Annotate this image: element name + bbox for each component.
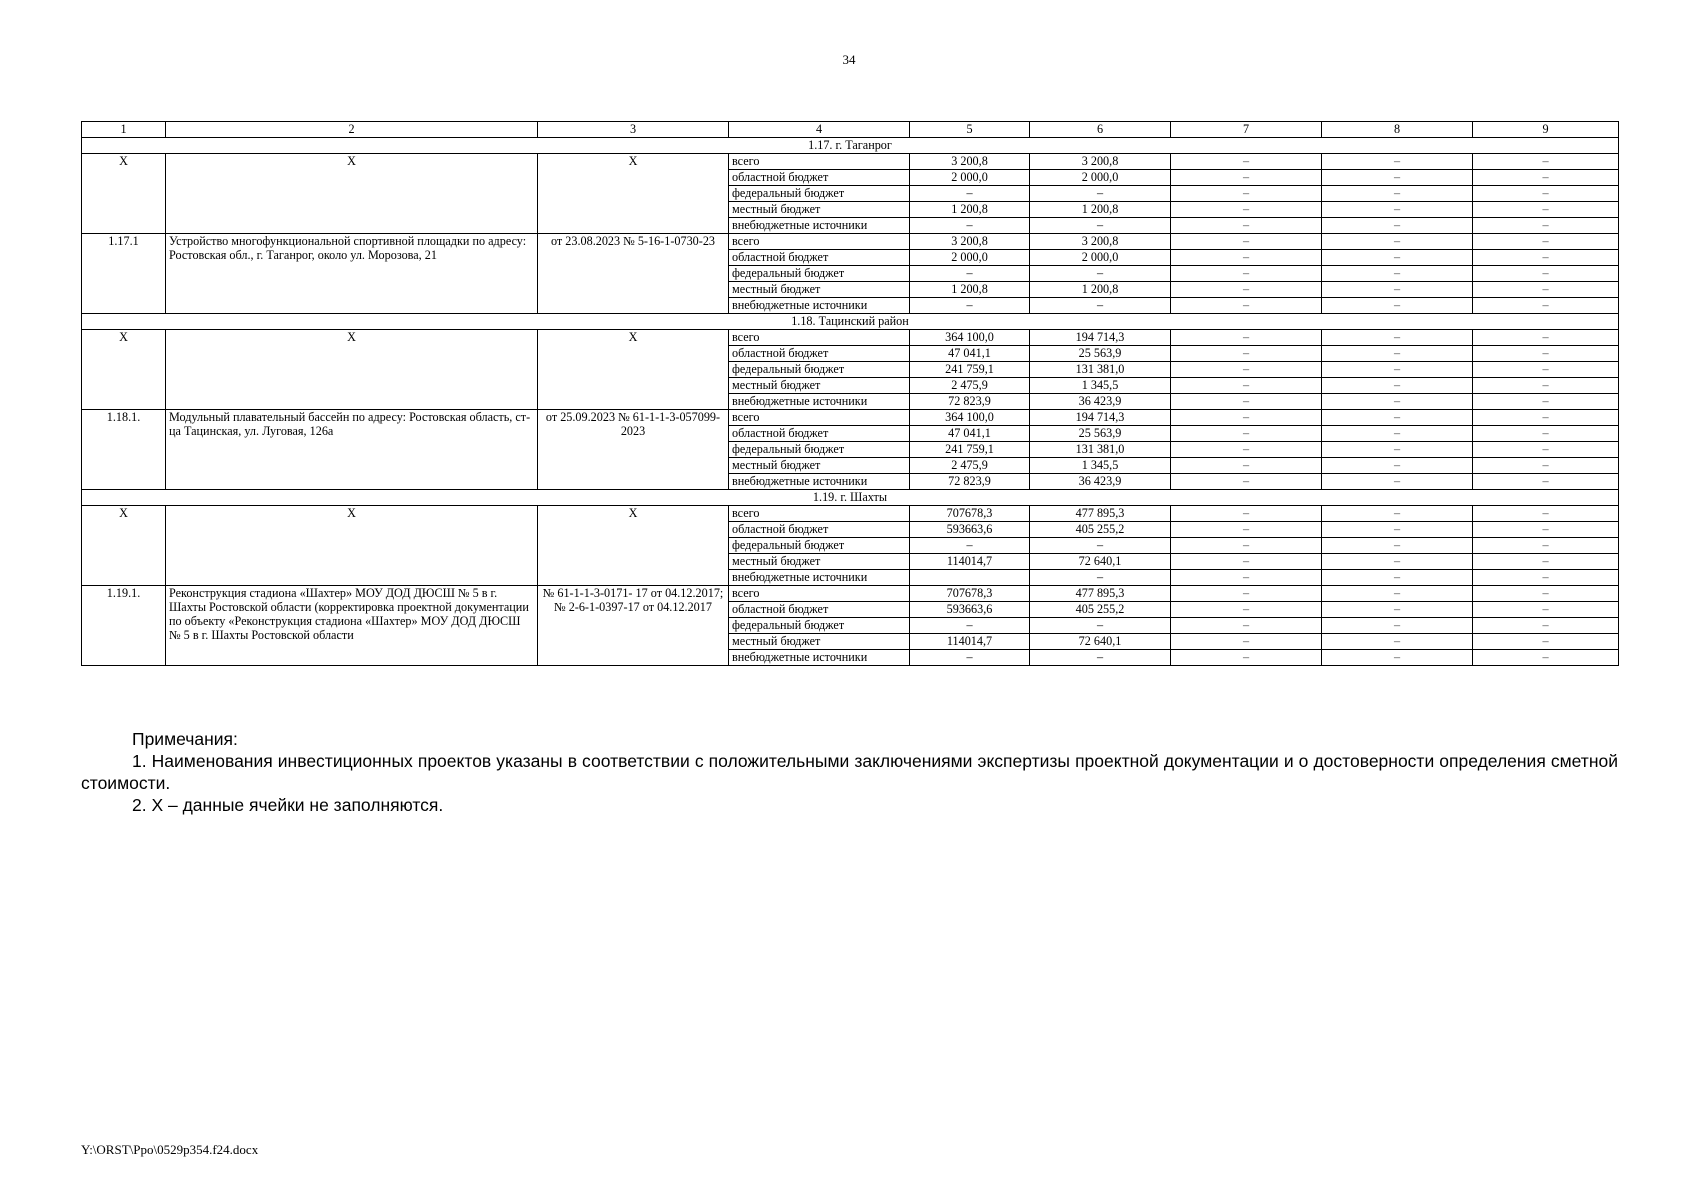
value-cell: 3 200,8: [1030, 154, 1171, 170]
value-cell: –: [910, 650, 1030, 666]
table-row: [82, 506, 1619, 522]
value-cell: –: [1171, 234, 1322, 250]
value-cell: –: [1473, 218, 1619, 234]
value-cell: 2 000,0: [910, 250, 1030, 266]
project-name: Х: [166, 154, 538, 234]
value-cell: –: [1171, 330, 1322, 346]
value-cell: –: [910, 266, 1030, 282]
value-cell: –: [1473, 170, 1619, 186]
expertise-doc: Х: [538, 506, 729, 586]
note-item: 2. Х – данные ячейки не заполняются.: [132, 795, 444, 815]
value-cell: –: [1171, 362, 1322, 378]
header-cell: 2: [166, 122, 538, 138]
value-cell: 194 714,3: [1030, 410, 1171, 426]
value-cell: –: [1171, 394, 1322, 410]
value-cell: –: [1171, 378, 1322, 394]
value-cell: 405 255,2: [1030, 602, 1171, 618]
value-cell: –: [1171, 250, 1322, 266]
funding-source: всего: [729, 234, 910, 250]
item-number: Х: [82, 330, 166, 410]
funding-source: областной бюджет: [729, 522, 910, 538]
value-cell: –: [1030, 186, 1171, 202]
value-cell: –: [1171, 218, 1322, 234]
value-cell: –: [1030, 298, 1171, 314]
value-cell: –: [1473, 250, 1619, 266]
section-row: [82, 490, 1619, 506]
value-cell: 36 423,9: [1030, 474, 1171, 490]
value-cell: –: [1473, 410, 1619, 426]
value-cell: –: [1171, 186, 1322, 202]
project-name: Реконструкция стадиона «Шахтер» МОУ ДОД ДЮСШ № 5 в г. Шахты Ростовской области (корректировка проектной документации по объекту «Реконструкция стадиона «Шахтер» МОУ ДОД ДЮСШ № 5 в г. Шахты Ростовской области: [166, 586, 538, 666]
funding-source: местный бюджет: [729, 202, 910, 218]
value-cell: –: [1171, 650, 1322, 666]
value-cell: –: [1322, 570, 1473, 586]
value-cell: 405 255,2: [1030, 522, 1171, 538]
value-cell: –: [1171, 346, 1322, 362]
value-cell: –: [1322, 474, 1473, 490]
value-cell: –: [1473, 474, 1619, 490]
value-cell: –: [1171, 474, 1322, 490]
value-cell: 114014,7: [910, 554, 1030, 570]
funding-source: областной бюджет: [729, 602, 910, 618]
value-cell: –: [1171, 442, 1322, 458]
funding-source: областной бюджет: [729, 170, 910, 186]
value-cell: 47 041,1: [910, 346, 1030, 362]
funding-source: федеральный бюджет: [729, 538, 910, 554]
value-cell: 131 381,0: [1030, 442, 1171, 458]
funding-source: областной бюджет: [729, 250, 910, 266]
value-cell: –: [1030, 650, 1171, 666]
value-cell: [910, 570, 1030, 586]
value-cell: 36 423,9: [1030, 394, 1171, 410]
value-cell: 2 475,9: [910, 458, 1030, 474]
funding-source: местный бюджет: [729, 634, 910, 650]
funding-source: федеральный бюджет: [729, 362, 910, 378]
note-item: 1. Наименования инвестиционных проектов указаны в соответствии с положительными заключениями экспертизы проектной документации и о достоверности определения сметной стоимости.: [81, 751, 1618, 793]
value-cell: –: [1322, 602, 1473, 618]
value-cell: –: [1473, 442, 1619, 458]
value-cell: –: [1322, 346, 1473, 362]
value-cell: –: [1322, 442, 1473, 458]
value-cell: –: [1322, 170, 1473, 186]
funding-source: федеральный бюджет: [729, 618, 910, 634]
header-cell: 9: [1473, 122, 1619, 138]
value-cell: –: [1171, 410, 1322, 426]
expertise-doc: от 23.08.2023 № 5-16-1-0730-23: [538, 234, 729, 314]
value-cell: –: [1171, 602, 1322, 618]
value-cell: –: [1322, 282, 1473, 298]
value-cell: 241 759,1: [910, 442, 1030, 458]
funding-source: областной бюджет: [729, 346, 910, 362]
value-cell: 2 000,0: [1030, 250, 1171, 266]
value-cell: –: [1030, 266, 1171, 282]
value-cell: –: [1473, 522, 1619, 538]
funding-source: внебюджетные источники: [729, 570, 910, 586]
value-cell: –: [1030, 538, 1171, 554]
value-cell: –: [1322, 554, 1473, 570]
value-cell: 477 895,3: [1030, 586, 1171, 602]
value-cell: –: [1473, 426, 1619, 442]
value-cell: –: [1322, 266, 1473, 282]
value-cell: –: [1322, 218, 1473, 234]
value-cell: 1 200,8: [910, 202, 1030, 218]
value-cell: –: [1171, 266, 1322, 282]
value-cell: –: [1473, 266, 1619, 282]
value-cell: –: [1322, 298, 1473, 314]
funding-source: внебюджетные источники: [729, 394, 910, 410]
section-title: 1.17. г. Таганрог: [82, 138, 1619, 154]
file-path-footer: Y:\ORST\Ppo\0529p354.f24.docx: [81, 1142, 259, 1157]
value-cell: –: [910, 538, 1030, 554]
value-cell: –: [1322, 458, 1473, 474]
value-cell: 241 759,1: [910, 362, 1030, 378]
table-row: [82, 330, 1619, 346]
value-cell: 1 200,8: [910, 282, 1030, 298]
header-cell: 3: [538, 122, 729, 138]
funding-source: внебюджетные источники: [729, 474, 910, 490]
value-cell: –: [1030, 570, 1171, 586]
value-cell: 47 041,1: [910, 426, 1030, 442]
header-cell: 1: [82, 122, 166, 138]
table-row: [82, 154, 1619, 170]
value-cell: 2 000,0: [910, 170, 1030, 186]
value-cell: –: [1473, 538, 1619, 554]
value-cell: 1 345,5: [1030, 378, 1171, 394]
value-cell: –: [1322, 202, 1473, 218]
value-cell: –: [1322, 538, 1473, 554]
value-cell: –: [1473, 282, 1619, 298]
header-cell: 6: [1030, 122, 1171, 138]
funding-source: областной бюджет: [729, 426, 910, 442]
funding-source: всего: [729, 154, 910, 170]
value-cell: 593663,6: [910, 522, 1030, 538]
value-cell: 593663,6: [910, 602, 1030, 618]
value-cell: 72 640,1: [1030, 554, 1171, 570]
value-cell: –: [1473, 586, 1619, 602]
value-cell: 3 200,8: [1030, 234, 1171, 250]
value-cell: –: [1473, 602, 1619, 618]
value-cell: –: [1322, 506, 1473, 522]
value-cell: –: [1322, 394, 1473, 410]
table-row: [82, 234, 1619, 250]
value-cell: –: [1171, 154, 1322, 170]
header-cell: 7: [1171, 122, 1322, 138]
header-row: [82, 122, 1619, 138]
page-number: 34: [842, 52, 856, 67]
value-cell: 1 200,8: [1030, 202, 1171, 218]
expertise-doc: № 61-1-1-3-0171- 17 от 04.12.2017; № 2-6-1-0397-17 от 04.12.2017: [538, 586, 729, 666]
value-cell: –: [1030, 618, 1171, 634]
project-name: Х: [166, 330, 538, 410]
notes: [81, 728, 1618, 816]
item-number: 1.19.1.: [82, 586, 166, 666]
value-cell: –: [1473, 394, 1619, 410]
value-cell: –: [1322, 618, 1473, 634]
value-cell: –: [1473, 506, 1619, 522]
value-cell: –: [1473, 650, 1619, 666]
value-cell: –: [1473, 618, 1619, 634]
expertise-doc: от 25.09.2023 № 61-1-1-3-057099-2023: [538, 410, 729, 490]
funding-source: местный бюджет: [729, 458, 910, 474]
value-cell: 364 100,0: [910, 410, 1030, 426]
expertise-doc: Х: [538, 330, 729, 410]
value-cell: –: [1322, 426, 1473, 442]
funding-source: внебюджетные источники: [729, 650, 910, 666]
funding-source: всего: [729, 586, 910, 602]
value-cell: –: [1473, 202, 1619, 218]
value-cell: –: [1030, 218, 1171, 234]
value-cell: –: [1171, 170, 1322, 186]
value-cell: –: [1171, 522, 1322, 538]
value-cell: –: [1473, 346, 1619, 362]
item-number: Х: [82, 154, 166, 234]
value-cell: –: [1322, 410, 1473, 426]
header-cell: 4: [729, 122, 910, 138]
value-cell: –: [1473, 634, 1619, 650]
funding-source: федеральный бюджет: [729, 442, 910, 458]
value-cell: 114014,7: [910, 634, 1030, 650]
value-cell: –: [1171, 458, 1322, 474]
value-cell: 25 563,9: [1030, 426, 1171, 442]
value-cell: –: [1171, 202, 1322, 218]
value-cell: 72 823,9: [910, 394, 1030, 410]
value-cell: –: [1322, 234, 1473, 250]
value-cell: –: [1322, 186, 1473, 202]
value-cell: –: [1473, 570, 1619, 586]
value-cell: –: [910, 618, 1030, 634]
value-cell: 1 200,8: [1030, 282, 1171, 298]
project-name: Устройство многофункциональной спортивной площадки по адресу: Ростовская обл., г. Таганрог, около ул. Морозова, 21: [166, 234, 538, 314]
value-cell: –: [1171, 506, 1322, 522]
value-cell: –: [910, 298, 1030, 314]
funding-source: местный бюджет: [729, 554, 910, 570]
value-cell: 72 823,9: [910, 474, 1030, 490]
value-cell: –: [1171, 634, 1322, 650]
value-cell: 707678,3: [910, 506, 1030, 522]
value-cell: 72 640,1: [1030, 634, 1171, 650]
funding-source: всего: [729, 506, 910, 522]
section-title: 1.19. г. Шахты: [82, 490, 1619, 506]
project-name: Х: [166, 506, 538, 586]
table-row: [82, 410, 1619, 426]
value-cell: –: [1171, 618, 1322, 634]
value-cell: –: [1322, 586, 1473, 602]
value-cell: 707678,3: [910, 586, 1030, 602]
value-cell: –: [1473, 186, 1619, 202]
header-cell: 8: [1322, 122, 1473, 138]
value-cell: –: [1171, 570, 1322, 586]
value-cell: –: [1322, 634, 1473, 650]
table-row: [82, 586, 1619, 602]
value-cell: 364 100,0: [910, 330, 1030, 346]
value-cell: –: [1171, 426, 1322, 442]
funding-source: внебюджетные источники: [729, 218, 910, 234]
header-cell: 5: [910, 122, 1030, 138]
value-cell: 131 381,0: [1030, 362, 1171, 378]
value-cell: –: [1473, 554, 1619, 570]
value-cell: –: [1171, 538, 1322, 554]
value-cell: –: [1473, 154, 1619, 170]
value-cell: 2 000,0: [1030, 170, 1171, 186]
value-cell: –: [1473, 298, 1619, 314]
value-cell: –: [1473, 378, 1619, 394]
value-cell: –: [1322, 250, 1473, 266]
funding-source: местный бюджет: [729, 282, 910, 298]
value-cell: –: [1473, 330, 1619, 346]
project-name: Модульный плавательный бассейн по адресу: Ростовская область, ст-ца Тацинская, ул. Луговая, 126а: [166, 410, 538, 490]
value-cell: –: [1171, 586, 1322, 602]
funding-source: местный бюджет: [729, 378, 910, 394]
value-cell: –: [1473, 362, 1619, 378]
funding-source: всего: [729, 410, 910, 426]
funding-source: федеральный бюджет: [729, 266, 910, 282]
section-title: 1.18. Тацинский район: [82, 314, 1619, 330]
item-number: 1.17.1: [82, 234, 166, 314]
value-cell: –: [1322, 362, 1473, 378]
value-cell: –: [910, 186, 1030, 202]
value-cell: 2 475,9: [910, 378, 1030, 394]
value-cell: 1 345,5: [1030, 458, 1171, 474]
item-number: Х: [82, 506, 166, 586]
value-cell: 194 714,3: [1030, 330, 1171, 346]
budget-table: [81, 121, 1619, 666]
expertise-doc: Х: [538, 154, 729, 234]
value-cell: –: [1322, 330, 1473, 346]
funding-source: всего: [729, 330, 910, 346]
value-cell: –: [1473, 458, 1619, 474]
item-number: 1.18.1.: [82, 410, 166, 490]
section-row: [82, 314, 1619, 330]
value-cell: –: [1322, 522, 1473, 538]
value-cell: 3 200,8: [910, 234, 1030, 250]
funding-source: внебюджетные источники: [729, 298, 910, 314]
section-row: [82, 138, 1619, 154]
funding-source: федеральный бюджет: [729, 186, 910, 202]
value-cell: 477 895,3: [1030, 506, 1171, 522]
value-cell: –: [1322, 650, 1473, 666]
value-cell: –: [1322, 378, 1473, 394]
value-cell: –: [1171, 554, 1322, 570]
value-cell: –: [910, 218, 1030, 234]
value-cell: 25 563,9: [1030, 346, 1171, 362]
value-cell: –: [1171, 282, 1322, 298]
notes-heading: Примечания:: [132, 729, 238, 749]
value-cell: –: [1322, 154, 1473, 170]
value-cell: –: [1473, 234, 1619, 250]
value-cell: –: [1171, 298, 1322, 314]
value-cell: 3 200,8: [910, 154, 1030, 170]
